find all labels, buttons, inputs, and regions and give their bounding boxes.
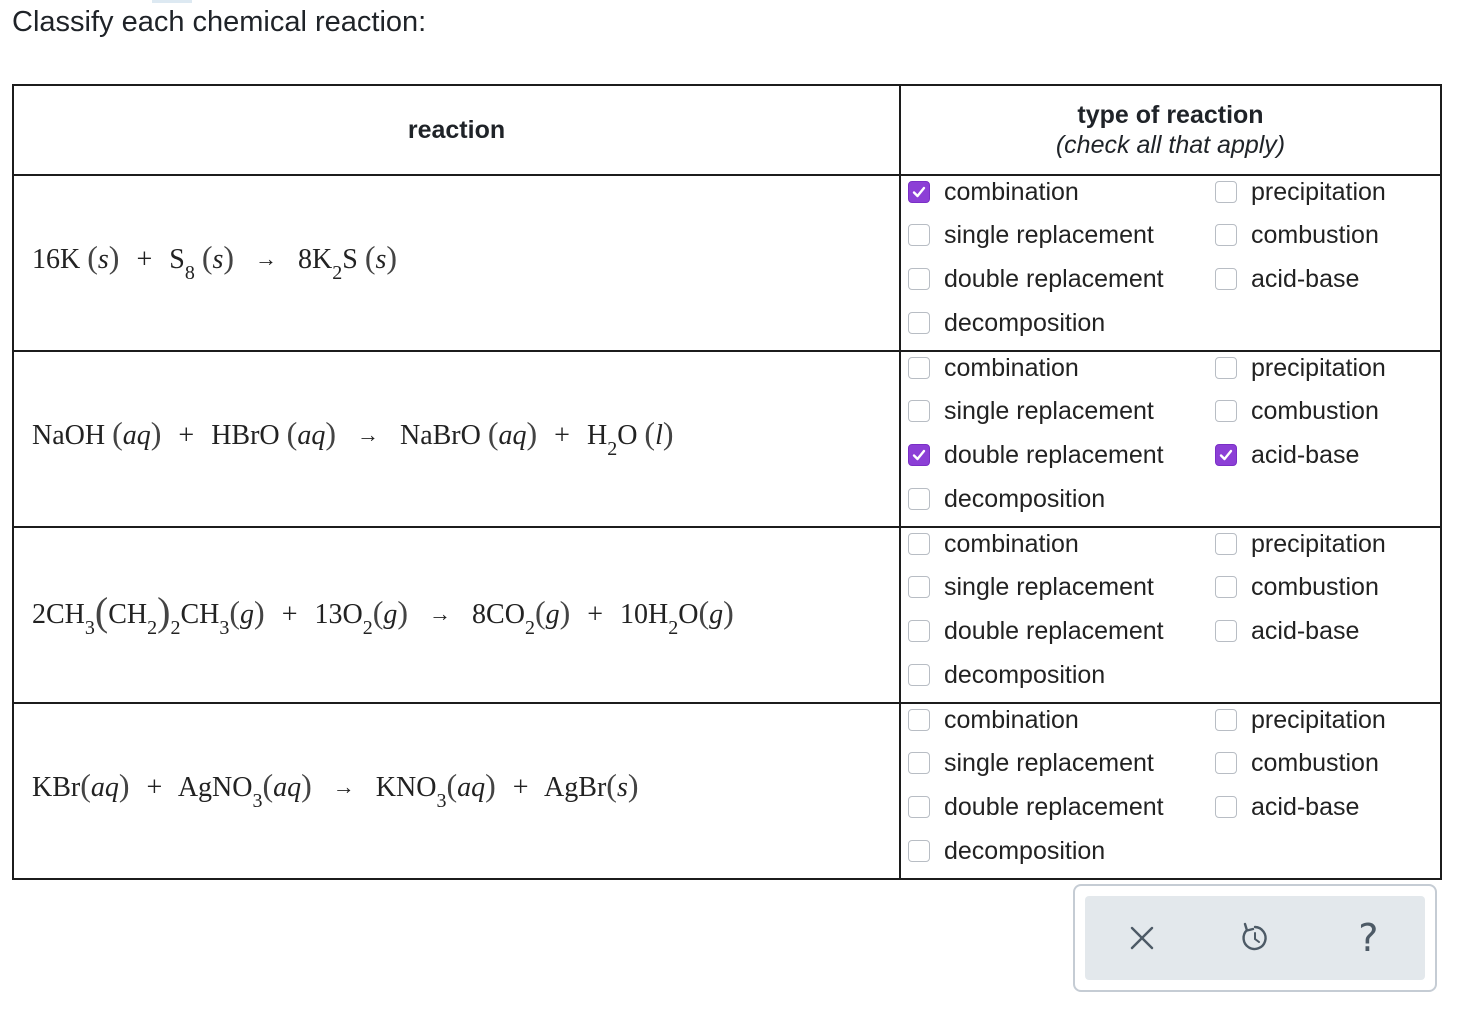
option-label: acid-base xyxy=(1251,440,1360,469)
reaction-arrow: → xyxy=(429,600,452,626)
option-combination[interactable] xyxy=(908,705,1079,735)
option-label: combustion xyxy=(1251,220,1379,249)
equation-cell xyxy=(13,175,900,351)
option-label: double replacement xyxy=(944,440,1164,469)
reaction-column-header: reaction xyxy=(13,85,900,175)
option-label: decomposition xyxy=(944,660,1106,689)
option-precipitation[interactable] xyxy=(1215,529,1386,559)
option-label: double replacement xyxy=(944,264,1164,293)
option-single-replacement[interactable] xyxy=(908,748,1154,778)
option-label: acid-base xyxy=(1251,264,1360,293)
checkbox[interactable] xyxy=(1215,533,1237,555)
option-single-replacement[interactable] xyxy=(908,572,1154,602)
option-acid-base[interactable] xyxy=(1215,440,1359,470)
equation-cell xyxy=(13,351,900,527)
option-acid-base[interactable] xyxy=(1215,792,1359,822)
checkbox[interactable] xyxy=(1215,709,1237,731)
option-label: decomposition xyxy=(944,836,1106,865)
equation-cell xyxy=(13,703,900,879)
checkbox[interactable] xyxy=(908,533,930,555)
equation-4: KBr(aq) + AgNO$_3$(aq) → $KNO_3(aq)$ + AgBr(s) xyxy=(32,766,639,812)
checkbox[interactable] xyxy=(908,840,930,862)
checkbox[interactable] xyxy=(908,620,930,642)
option-decomposition[interactable] xyxy=(908,660,1105,690)
checkbox[interactable] xyxy=(1215,796,1237,818)
reaction-arrow: → xyxy=(356,421,379,447)
checkbox[interactable] xyxy=(1215,400,1237,422)
checkbox[interactable] xyxy=(1215,620,1237,642)
equation-1: 16K $(s) + S_8$ $(s) \to 8K_2S$ (s) xyxy=(32,238,398,284)
checkbox[interactable] xyxy=(908,268,930,290)
checkbox[interactable] xyxy=(1215,181,1237,203)
checkbox[interactable] xyxy=(908,224,930,246)
close-icon xyxy=(1127,923,1157,953)
checkmark-icon xyxy=(911,184,927,200)
option-decomposition[interactable] xyxy=(908,836,1105,866)
undo-button[interactable] xyxy=(1225,908,1285,968)
option-label: decomposition xyxy=(944,308,1106,337)
options-cell xyxy=(900,175,1441,351)
option-label: acid-base xyxy=(1251,616,1360,645)
clear-button[interactable] xyxy=(1112,908,1172,968)
checkbox[interactable] xyxy=(908,796,930,818)
reaction-arrow: → xyxy=(332,773,355,799)
checkbox[interactable] xyxy=(908,664,930,686)
option-combustion[interactable] xyxy=(1215,396,1379,426)
option-double-replacement[interactable] xyxy=(908,616,1164,646)
option-label: double replacement xyxy=(944,616,1164,645)
type-column-header xyxy=(900,85,1441,175)
option-acid-base[interactable] xyxy=(1215,264,1359,294)
reaction-table xyxy=(12,84,1442,880)
option-combination[interactable] xyxy=(908,177,1079,207)
option-label: combination xyxy=(944,705,1079,734)
option-label: single replacement xyxy=(944,572,1154,601)
top-accent-bar xyxy=(152,0,192,3)
option-double-replacement[interactable] xyxy=(908,264,1164,294)
type-header-title: type of reaction xyxy=(1077,101,1264,129)
checkbox[interactable] xyxy=(1215,576,1237,598)
option-label: combustion xyxy=(1251,396,1379,425)
reaction-row-3 xyxy=(13,527,1441,703)
option-double-replacement[interactable] xyxy=(908,440,1164,470)
option-acid-base[interactable] xyxy=(1215,616,1359,646)
option-label: single replacement xyxy=(944,396,1154,425)
option-label: single replacement xyxy=(944,220,1154,249)
equation-2: NaOH (aq) + HBrO (aq) → NaBrO $(aq) + H_2O$ (l) xyxy=(32,414,674,460)
option-combustion[interactable] xyxy=(1215,572,1379,602)
checkbox[interactable] xyxy=(908,709,930,731)
option-label: precipitation xyxy=(1251,705,1386,734)
checkbox[interactable] xyxy=(908,752,930,774)
option-label: precipitation xyxy=(1251,177,1386,206)
option-label: combination xyxy=(944,529,1079,558)
option-label: combustion xyxy=(1251,572,1379,601)
checkmark-icon xyxy=(1218,447,1234,463)
checkbox[interactable] xyxy=(908,181,930,203)
checkbox[interactable] xyxy=(1215,444,1237,466)
option-combination[interactable] xyxy=(908,353,1079,383)
option-double-replacement[interactable] xyxy=(908,792,1164,822)
reaction-row-4 xyxy=(13,703,1441,879)
equation-3: $2CH_3(CH_2)_2CH_3(g) + 13O_2(g) \to 8CO_2(g) + 10H_2O(g)$ xyxy=(32,588,734,639)
option-precipitation[interactable] xyxy=(1215,353,1386,383)
option-precipitation[interactable] xyxy=(1215,177,1386,207)
option-label: single replacement xyxy=(944,748,1154,777)
option-label: precipitation xyxy=(1251,529,1386,558)
checkbox[interactable] xyxy=(1215,357,1237,379)
type-header-hint: (check all that apply) xyxy=(1055,131,1286,159)
checkmark-icon xyxy=(911,447,927,463)
option-label: acid-base xyxy=(1251,792,1360,821)
help-button[interactable] xyxy=(1338,908,1398,968)
option-label: decomposition xyxy=(944,484,1106,513)
undo-icon xyxy=(1238,921,1272,955)
checkbox[interactable] xyxy=(908,312,930,334)
reaction-row-2 xyxy=(13,351,1441,527)
option-label: combination xyxy=(944,177,1079,206)
checkbox[interactable] xyxy=(1215,224,1237,246)
option-combination[interactable] xyxy=(908,529,1079,559)
option-label: combustion xyxy=(1251,748,1379,777)
reaction-row-1 xyxy=(13,175,1441,351)
option-combustion[interactable] xyxy=(1215,748,1379,778)
checkbox[interactable] xyxy=(908,357,930,379)
option-decomposition[interactable] xyxy=(908,308,1105,338)
options-cell xyxy=(900,703,1441,879)
option-single-replacement[interactable] xyxy=(908,396,1154,426)
option-precipitation[interactable] xyxy=(1215,705,1386,735)
help-icon: ? xyxy=(1358,916,1379,960)
option-combustion[interactable] xyxy=(1215,220,1379,250)
options-cell xyxy=(900,351,1441,527)
options-cell xyxy=(900,527,1441,703)
option-single-replacement[interactable] xyxy=(908,220,1154,250)
option-label: combination xyxy=(944,353,1079,382)
option-label: double replacement xyxy=(944,792,1164,821)
equation-cell xyxy=(13,527,900,703)
checkbox[interactable] xyxy=(908,488,930,510)
checkbox[interactable] xyxy=(908,400,930,422)
toolbar-inner xyxy=(1085,896,1425,980)
option-label: precipitation xyxy=(1251,353,1386,382)
option-decomposition[interactable] xyxy=(908,484,1105,514)
reaction-arrow: → xyxy=(255,245,278,271)
checkbox[interactable] xyxy=(1215,752,1237,774)
question-prompt: Classify each chemical reaction: xyxy=(12,6,427,38)
checkbox[interactable] xyxy=(1215,268,1237,290)
checkbox[interactable] xyxy=(908,576,930,598)
answer-toolbar xyxy=(1073,884,1437,992)
checkbox[interactable] xyxy=(908,444,930,466)
